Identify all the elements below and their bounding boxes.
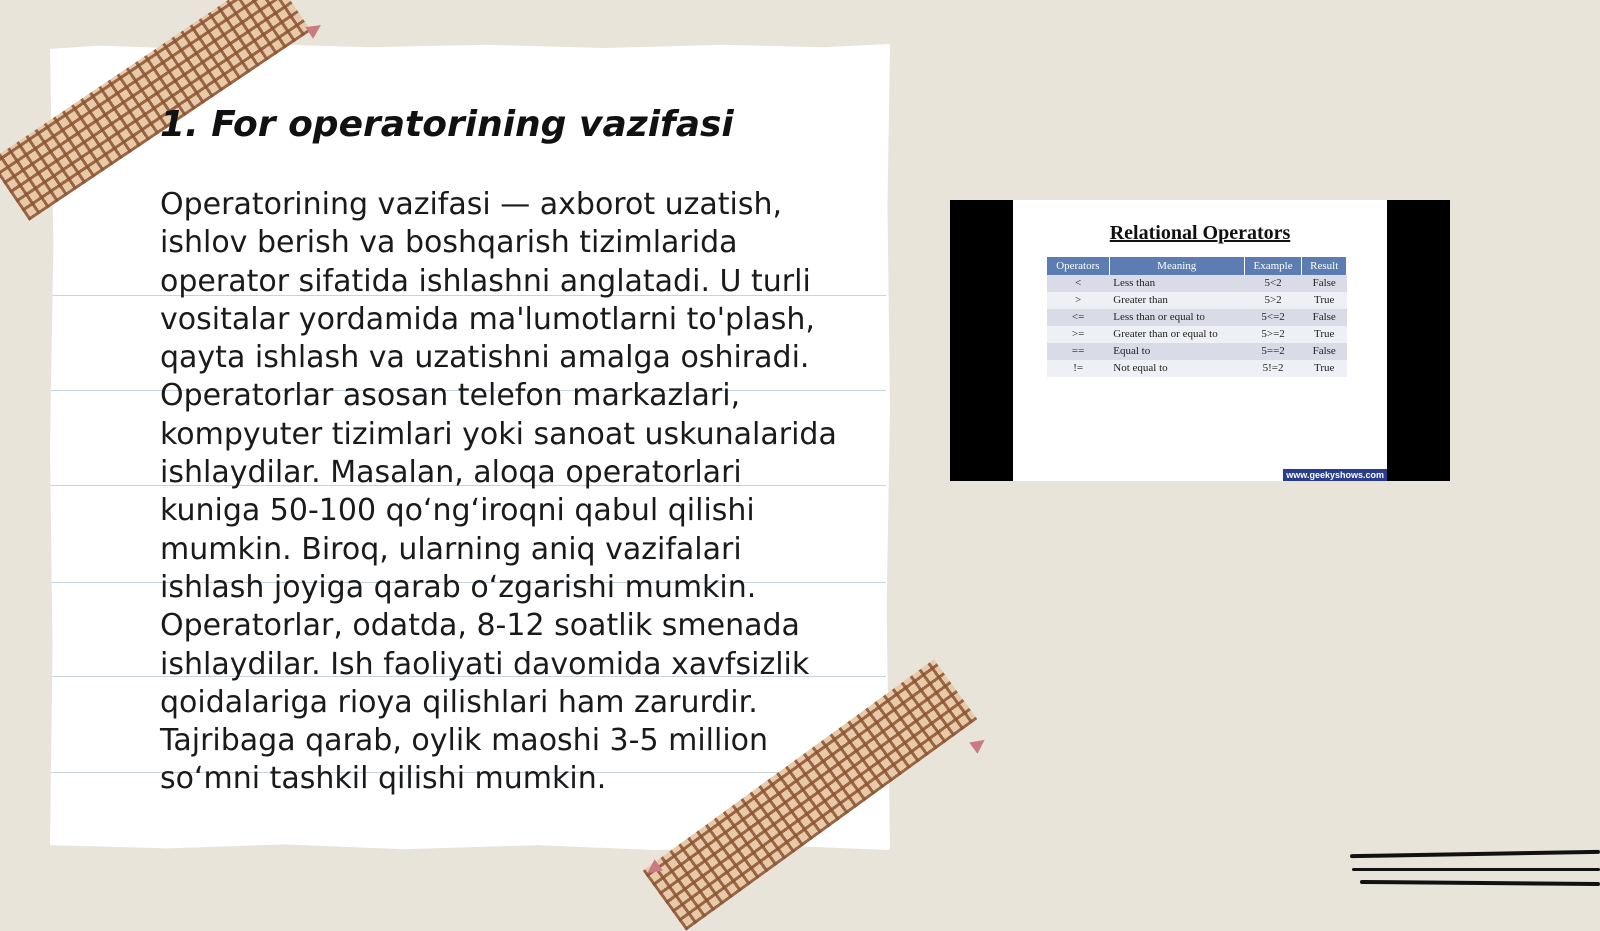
table-row [1047, 343, 1347, 360]
table-cell-example: 5<2 [1244, 275, 1302, 292]
image-slide-content [1013, 200, 1387, 481]
decorative-brush-stroke [1352, 868, 1600, 871]
image-watermark: www.geekyshows.com [1283, 469, 1387, 481]
table-cell-result: False [1302, 309, 1347, 326]
tape-tip-top [305, 19, 324, 38]
table-row [1047, 360, 1347, 377]
decorative-brush-stroke [1360, 880, 1600, 886]
table-cell-result: True [1302, 326, 1347, 343]
table-header-cell: Result [1302, 257, 1347, 275]
table-cell-example: 5!=2 [1244, 360, 1302, 377]
table-cell-meaning: Not equal to [1109, 360, 1244, 377]
table-cell-operator: > [1047, 292, 1109, 309]
table-cell-example: 5<=2 [1244, 309, 1302, 326]
decorative-brush-stroke [1350, 850, 1600, 858]
table-header-cell: Example [1244, 257, 1302, 275]
table-cell-operator: == [1047, 343, 1109, 360]
table-header-cell: Operators [1047, 257, 1109, 275]
slide-heading: 1. For operatorining vazifasi [160, 104, 734, 145]
table-cell-operator: != [1047, 360, 1109, 377]
image-title: Relational Operators [1109, 222, 1291, 244]
slide-body-text: Operatorining vazifasi — axborot uzatish, ishlov berish va boshqarish tizimlarida operator sifatida ishlashni anglatadi. U turli vositalar yordamida ma'lumotlarni to'plash, qayta ishlash va uzatishni amalga oshiradi. Operatorlar asosan telefon markazlari, kompyuter tizimlari yoki sanoat uskunalarida ishlaydilar. Masalan, aloqa operatorlari kuniga 50-100 qo‘ng‘iroqni qabul qilishi mumkin. Biroq, ularning aniq vazifalari ishlash joyiga qarab o‘zgarishi mumkin. Operatorlar, odatda, 8-12 soatlik smenada ishlaydilar. Ish faoliyati davomida xavfsizlik qoidalariga rioya qilishlari ham zarurdir. Tajribaga qarab, oylik maoshi 3-5 million so‘mni tashkil qilishi mumkin. [160, 187, 837, 797]
table-cell-operator: >= [1047, 326, 1109, 343]
tape-tip-bottom-right [969, 734, 989, 754]
table-row [1047, 275, 1347, 292]
table-cell-result: False [1302, 275, 1347, 292]
table-cell-result: False [1302, 343, 1347, 360]
table-row [1047, 326, 1347, 343]
table-cell-result: True [1302, 360, 1347, 377]
table-cell-example: 5>2 [1244, 292, 1302, 309]
table-cell-result: True [1302, 292, 1347, 309]
table-cell-meaning: Equal to [1109, 343, 1244, 360]
table-cell-meaning: Less than or equal to [1109, 309, 1244, 326]
table-header-row [1047, 257, 1347, 275]
table-row [1047, 292, 1347, 309]
table-cell-meaning: Greater than [1109, 292, 1244, 309]
table-cell-meaning: Less than [1109, 275, 1244, 292]
table-row [1047, 309, 1347, 326]
relational-operators-image [950, 200, 1450, 481]
table-cell-operator: < [1047, 275, 1109, 292]
table-cell-meaning: Greater than or equal to [1109, 326, 1244, 343]
relational-operators-table [1047, 257, 1347, 377]
table-cell-operator: <= [1047, 309, 1109, 326]
table-cell-example: 5==2 [1244, 343, 1302, 360]
table-cell-example: 5>=2 [1244, 326, 1302, 343]
table-header-cell: Meaning [1109, 257, 1244, 275]
